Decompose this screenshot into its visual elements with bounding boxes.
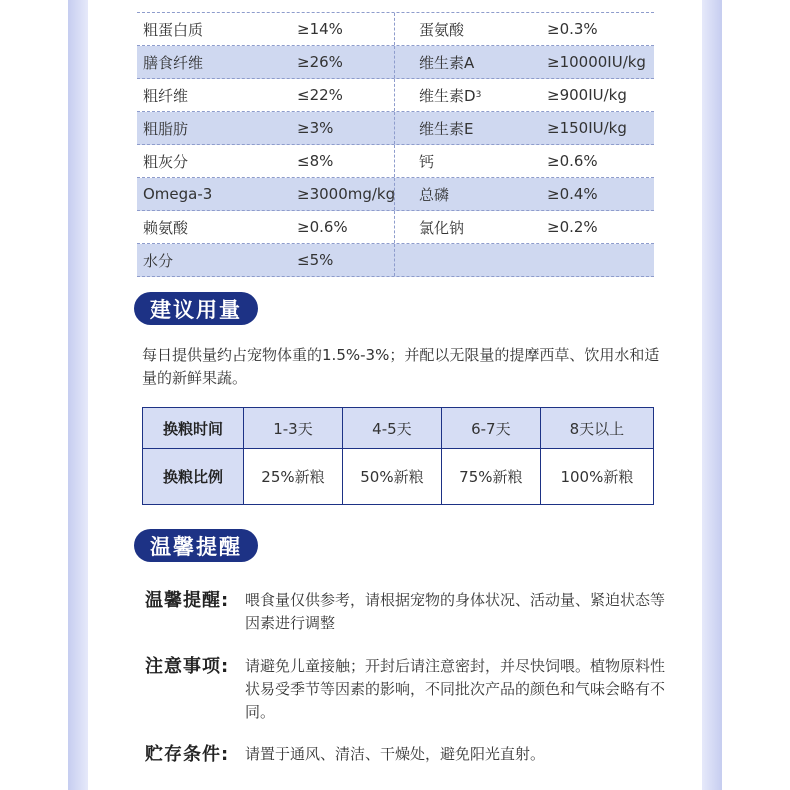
- tip-text: 请置于通风、清洁、干燥处，避免阳光直射。: [245, 745, 546, 763]
- nutrient-name: 钙: [419, 152, 435, 171]
- nutrition-row: [137, 112, 654, 145]
- switch-time-header: 换粮时间: [143, 408, 244, 449]
- nutrient-name: 蛋氨酸: [419, 20, 465, 39]
- nutrient-name: 粗纤维: [143, 86, 189, 105]
- nutrient-value: ≥900IU/kg: [547, 86, 627, 104]
- tip-item-storage: [145, 743, 665, 766]
- right-edge-shading: [702, 0, 722, 790]
- switch-ratio-cell: 25%新粮: [244, 449, 343, 505]
- nutrient-name: 水分: [143, 251, 174, 270]
- dosage-paragraph: 每日提供量约占宠物体重的1.5%-3%；并配以无限量的提摩西草、饮用水和适量的新鲜果蔬。: [142, 346, 660, 387]
- nutrition-row: [137, 211, 654, 244]
- switch-time-cell: 8天以上: [540, 408, 653, 449]
- tip-item-reminder: [145, 589, 665, 635]
- tip-label: 注意事项:: [145, 656, 230, 677]
- switch-time-row: [143, 408, 654, 449]
- switch-time-cell: 6-7天: [441, 408, 540, 449]
- switch-ratio-cell: 50%新粮: [342, 449, 441, 505]
- left-edge-shading: [68, 0, 88, 790]
- nutrition-row: [137, 46, 654, 79]
- nutrient-value: ≥3000mg/kg: [289, 178, 395, 210]
- nutrient-value: ≥0.4%: [547, 185, 598, 203]
- nutrient-name: [395, 244, 523, 276]
- nutrient-value: ≤5%: [289, 244, 395, 276]
- nutrient-value: ≤8%: [289, 145, 395, 177]
- nutrient-value: ≥10000IU/kg: [547, 53, 646, 71]
- tip-text: 喂食量仅供参考，请根据宠物的身体状况、活动量、紧迫状态等因素进行调整: [245, 591, 666, 632]
- nutrient-value: ≤22%: [289, 79, 395, 111]
- nutrient-name-vitamin-d: 维生素D 3: [419, 86, 482, 105]
- nutrient-name: 氯化钠: [419, 218, 465, 237]
- vitamin-d-subscript: 3: [475, 90, 482, 100]
- nutrient-value: ≥0.3%: [547, 20, 598, 38]
- nutrient-value: ≥0.2%: [547, 218, 598, 236]
- nutrient-name: 膳食纤维: [143, 53, 204, 72]
- nutrient-name: Omega-3: [143, 185, 213, 203]
- nutrient-name: 赖氨酸: [143, 218, 189, 237]
- switch-time-cell: 1-3天: [244, 408, 343, 449]
- tip-text: 请避免儿童接触；开封后请注意密封，并尽快饲喂。植物原料性状易受季节等因素的影响，不同批次产品的颜色和气味会略有不同。: [245, 657, 666, 721]
- switch-ratio-cell: 100%新粮: [540, 449, 653, 505]
- nutrition-row: [137, 244, 654, 277]
- nutrition-row: [137, 79, 654, 112]
- nutrient-name: 维生素E: [419, 119, 474, 138]
- nutrient-name: 粗蛋白质: [143, 20, 204, 39]
- tip-label: 贮存条件:: [145, 744, 230, 765]
- nutrient-value: ≥0.6%: [547, 152, 598, 170]
- switch-ratio-cell: 75%新粮: [441, 449, 540, 505]
- nutrient-value: ≥14%: [289, 13, 395, 45]
- nutrition-row: [137, 145, 654, 178]
- section-title-dosage: 建议用量: [134, 292, 258, 325]
- nutrient-value: ≥3%: [289, 112, 395, 144]
- nutrition-row: [137, 12, 654, 46]
- nutrition-row: [137, 178, 654, 211]
- tip-item-notes: [145, 655, 665, 724]
- switch-ratio-row: [143, 449, 654, 505]
- tip-label: 温馨提醒:: [145, 590, 230, 611]
- nutrient-name: 粗灰分: [143, 152, 189, 171]
- nutrient-name: 维生素A: [419, 53, 475, 72]
- nutrient-value: [523, 244, 654, 276]
- nutrient-value: ≥0.6%: [289, 211, 395, 243]
- nutrient-value: ≥150IU/kg: [547, 119, 627, 137]
- nutrient-name: 粗脂肪: [143, 119, 189, 138]
- food-switch-table: [142, 407, 654, 505]
- nutrient-value: ≥26%: [289, 46, 395, 78]
- nutrient-name: 总磷: [419, 185, 450, 204]
- section-title-reminder: 温馨提醒: [134, 529, 258, 562]
- switch-ratio-header: 换粮比例: [143, 449, 244, 505]
- switch-time-cell: 4-5天: [342, 408, 441, 449]
- nutrition-table: [137, 12, 654, 277]
